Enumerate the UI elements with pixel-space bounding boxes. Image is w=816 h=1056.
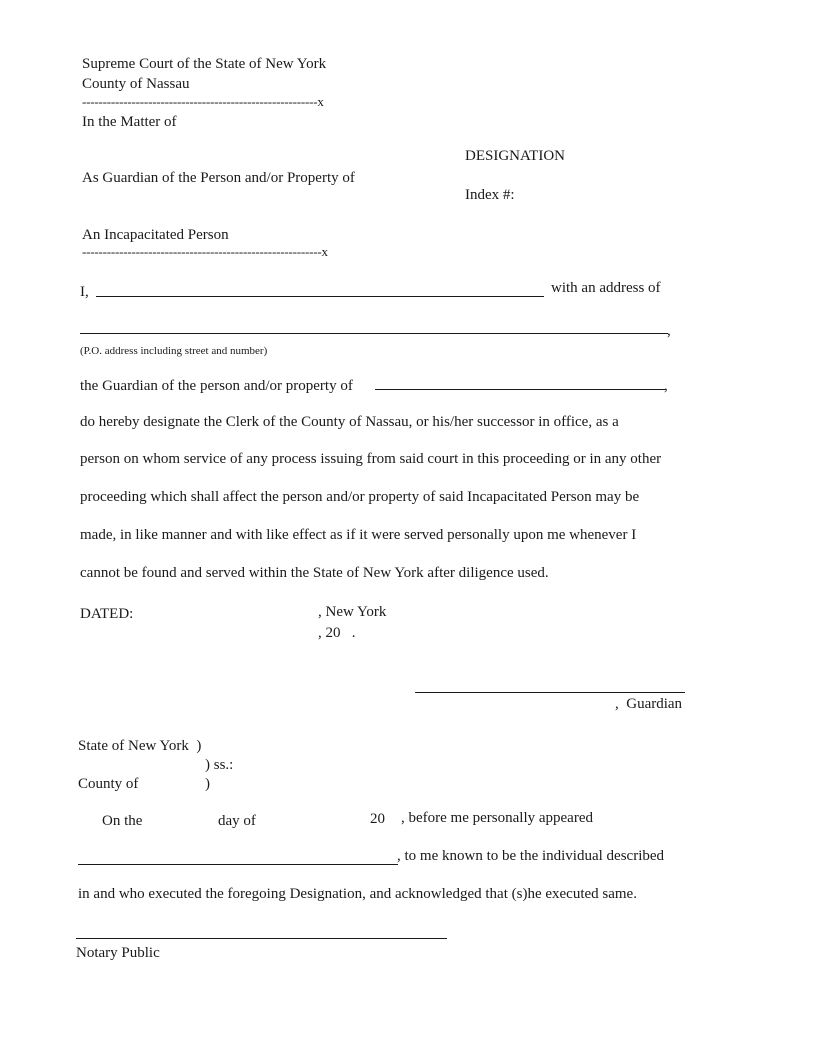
paragraph-line-4: made, in like manner and with like effect as if it were served personally upon me whenever I — [80, 527, 637, 543]
dated-year: , 20 . — [318, 625, 356, 641]
as-guardian-of: As Guardian of the Person and/or Property of — [82, 170, 355, 186]
caption-rule-top: ---------------------------------------------------------x — [82, 94, 324, 109]
address-comma: , — [667, 323, 671, 339]
document-title: DESIGNATION — [465, 148, 565, 164]
guardian-signature-line — [415, 692, 685, 693]
incapacitated-person: An Incapacitated Person — [82, 227, 229, 243]
dated-label: DATED: — [80, 606, 134, 622]
ack-year: 20 — [370, 811, 385, 827]
dated-place: , New York — [318, 604, 387, 620]
guardian-of-line: the Guardian of the person and/or property of — [80, 378, 353, 394]
guardian-of-comma: , — [664, 378, 668, 394]
venue-county: County of — [78, 776, 139, 792]
in-the-matter-of: In the Matter of — [82, 114, 177, 130]
court-name: Supreme Court of the State of New York — [82, 56, 327, 72]
address-hint: (P.O. address including street and number) — [80, 345, 268, 357]
ack-before-me: , before me personally appeared — [401, 810, 593, 826]
index-number-label: Index #: — [465, 187, 515, 203]
caption-rule-bottom: ----------------------------------------------------------x — [82, 244, 328, 259]
notary-signature-line — [76, 938, 447, 939]
venue-county-paren: ) — [205, 776, 210, 792]
venue-ss: ) ss.: — [205, 757, 234, 773]
notary-public-label: Notary Public — [76, 945, 160, 961]
paragraph-line-3: proceeding which shall affect the person and/or property of said Incapacitated Person may be — [80, 489, 640, 505]
ack-day-of: day of — [218, 813, 256, 829]
ack-executed: in and who executed the foregoing Designation, and acknowledged that (s)he executed same. — [78, 886, 637, 902]
venue-state: State of New York ) — [78, 738, 202, 754]
incapacitated-name-blank-line — [375, 389, 665, 390]
paragraph-line-5: cannot be found and served within the State of New York after diligence used. — [80, 565, 549, 581]
court-county: County of Nassau — [82, 76, 190, 92]
address-blank-line — [80, 333, 668, 334]
paragraph-line-2: person on whom service of any process issuing from said court in this proceeding or in any other — [80, 451, 662, 467]
name-blank-line — [96, 296, 544, 297]
ack-known-to-me: , to me known to be the individual described — [397, 848, 665, 864]
ack-on-the: On the — [102, 813, 143, 829]
i-label: I, — [80, 284, 89, 300]
appearing-person-blank-line — [78, 864, 398, 865]
paragraph-line-1: do hereby designate the Clerk of the County of Nassau, or his/her successor in office, as a — [80, 414, 619, 430]
with-address-of: with an address of — [551, 280, 661, 296]
guardian-signature-label: , Guardian — [615, 696, 683, 712]
